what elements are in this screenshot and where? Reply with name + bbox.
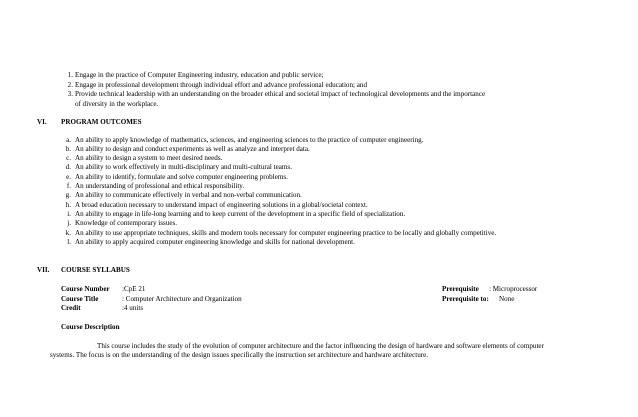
- outcome-letter: d.: [65, 163, 71, 172]
- goal-number: 3.: [67, 90, 73, 98]
- course-description-line: systems. The focus is on the understanding of the design issues specifically the instruction set architecture and hardware architecture.: [50, 351, 429, 359]
- goal-number: 1.: [67, 71, 73, 79]
- outcome-letter: h.: [65, 200, 71, 209]
- outcome-text: An ability to use appropriate techniques, skills and modern tools necessary for computer engineering practice to be locally and globally competitive.: [75, 228, 497, 237]
- course-number-value: :CpE 21: [122, 285, 146, 293]
- prerequisite-label: Prerequisite: [442, 285, 479, 293]
- outcome-letter: i.: [67, 209, 71, 218]
- course-title-value: : Computer Architecture and Organization: [122, 294, 242, 303]
- outcome-letter: j.: [67, 219, 71, 228]
- outcome-letter: l.: [67, 237, 71, 246]
- section-title: PROGRAM OUTCOMES: [61, 118, 142, 126]
- outcome-text: An ability to work effectively in multi-disciplinary and multi-cultural teams.: [75, 163, 292, 172]
- prerequisite-to-label: Prerequisite to:: [442, 294, 489, 303]
- section-number: VII.: [37, 266, 50, 274]
- section-title: COURSE SYLLABUS: [61, 266, 130, 274]
- outcome-text: An ability to identify, formulate and solve computer engineering problems.: [75, 172, 288, 181]
- credit-value: :4 units: [122, 304, 144, 312]
- outcome-text: An ability to apply knowledge of mathematics, sciences, and engineering sciences to the practice of computer engineering.: [75, 135, 424, 144]
- goal-text: Engage in the practice of Computer Engineering industry, education and public service;: [75, 71, 324, 79]
- outcome-letter: f.: [66, 182, 71, 190]
- outcome-text: An ability to communicate effectively in verbal and non-verbal communication.: [75, 191, 302, 200]
- course-description-line: This course includes the study of the evolution of computer architecture and the factor influencing the design of hardware and software elements of computer: [97, 341, 544, 350]
- course-title-label: Course Title: [61, 294, 99, 303]
- outcome-text: An understanding of professional and ethical responsibility.: [75, 182, 245, 190]
- goal-text-continued: of diversity in the workplace.: [75, 99, 159, 108]
- outcome-letter: k.: [65, 228, 71, 237]
- outcome-letter: c.: [66, 154, 71, 163]
- course-number-label: Course Number: [61, 285, 110, 293]
- outcome-text: An ability to apply acquired computer engineering knowledge and skills for national development.: [75, 237, 355, 246]
- outcome-text: A broad education necessary to understand impact of engineering solutions in a global/societal context.: [75, 200, 368, 209]
- credit-label: Credit: [61, 304, 81, 312]
- prerequisite-to-value: None: [499, 294, 515, 303]
- outcome-letter: e.: [66, 172, 71, 181]
- goal-text: Provide technical leadership with an understanding on the broader ethical and societal impact of technological developments and the importance: [75, 90, 486, 98]
- outcome-text: An ability to engage in life-long learning and to keep current of the development in a specific field of specialization.: [75, 209, 406, 218]
- section-number: VI.: [37, 118, 47, 126]
- course-description-heading: Course Description: [61, 323, 120, 331]
- outcome-text: Knowledge of contemporary issues.: [75, 219, 178, 228]
- prerequisite-value: : Microprocessor: [489, 285, 538, 293]
- outcome-text: An ability to design and conduct experiments as well as analyze and interpret data.: [75, 144, 310, 153]
- outcome-text: An ability to design a system to meet desired needs.: [75, 154, 223, 163]
- outcome-letter: b.: [65, 144, 71, 153]
- goal-number: 2.: [67, 80, 73, 89]
- goal-text: Engage in professional development through individual effort and advance professional education; and: [75, 80, 368, 89]
- outcome-letter: a.: [66, 135, 71, 144]
- outcome-letter: g.: [65, 191, 71, 200]
